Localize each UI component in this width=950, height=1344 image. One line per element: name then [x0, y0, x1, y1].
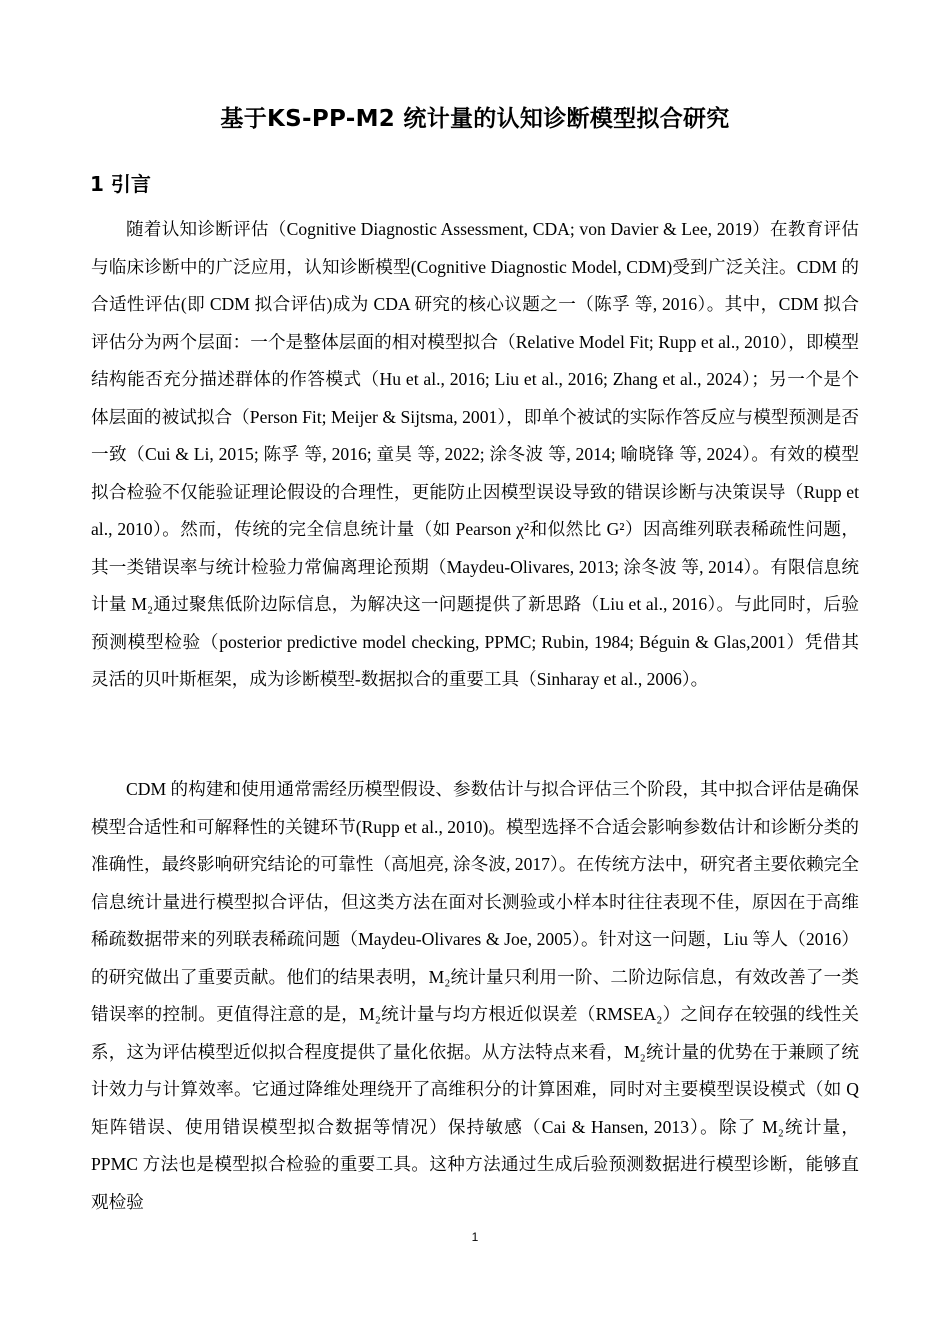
paragraph-text: CDM 的构建和使用通常需经历模型假设、参数估计与拟合评估三个阶段，其中拟合评估是确保模型合适性和可解释性的关键环节(Rupp et al., 2010)。模型选择不合适会影响参数估计和诊断分类的准确性，最终影响研究结论的可靠性（高旭亮, 涂冬波, 2017）。在传统方法中，研究者主要依赖完全信息统计量进行模型拟合评估，但这类方法在面对长测验或小样本时往往表现不佳，原因在于高维稀疏数据带来的列联表稀疏问题（Maydeu-Olivares & Joe, 2005）。针对这一问题，Liu 等人（2016）的研究做出了重要贡献。他们的结果表明，M₂统计量只利用一阶、二阶边际信息，有效改善了一类错误率的控制。更值得注意的是，M₂统计量与均方根近似误差（RMSEA₂）之间存在较强的线性关系，这为评估模型近似拟合程度提供了量化依据。从方法特点来看，M₂统计量的优势在于兼顾了统计效力与计算效率。它通过降维处理绕开了高维积分的计算困难，同时对主要模型误设模式（如 Q 矩阵错误、使用错误模型拟合数据等情况）保持敏感（Cai & Hansen, 2013）。除了 M₂统计量，PPMC 方法也是模型拟合检验的重要工具。这种方法通过生成后验预测数据进行模型诊断，能够直观检验: [91, 779, 859, 1212]
section-heading: 1 引言: [90, 172, 151, 196]
paragraph-text: 随着认知诊断评估（Cognitive Diagnostic Assessment, CDA; von Davier & Lee, 2019）在教育评估与临床诊断中的广泛应用，认知诊断模型(Cognitive Diagnostic Model, CDM)受到广泛关注。CDM 的合适性评估(即 CDM 拟合评估)成为 CDA 研究的核心议题之一（陈孚 等, 2016）。其中，CDM 拟合评估分为两个层面：一个是整体层面的相对模型拟合（Relative Model Fit; Rupp et al., 2010），即模型结构能否充分描述群体的作答模式（Hu et al., 2016; Liu et al., 2016; Zhang et al., 2024）；另一个是个体层面的被试拟合（Person Fit; Meijer & Sijtsma, 2001），即单个被试的实际作答反应与模型预测是否一致（Cui & Li, 2015; 陈孚 等, 2016; 童昊 等, 2022; 涂冬波 等, 2014; 喻晓锋 等, 2024）。有效的模型拟合检验不仅能验证理论假设的合理性，更能防止因模型误设导致的错误诊断与决策误导（Rupp et al., 2010）。然而，传统的完全信息统计量（如 Pearson χ²和似然比 G²）因高维列联表稀疏性问题，其一类错误率与统计检验力常偏离理论预期（Maydeu-Olivares, 2013; 涂冬波 等, 2014）。有限信息统计量 M₂通过聚焦低阶边际信息，为解决这一问题提供了新思路（Liu et al., 2016）。与此同时，后验预测模型检验（posterior predictive model checking, PPMC; Rubin, 1984; Béguin & Glas,2001）凭借其灵活的贝叶斯框架，成为诊断模型-数据拟合的重要工具（Sinharay et al., 2006）。: [91, 219, 859, 689]
page-number: 1: [471, 1230, 479, 1244]
body-paragraph-1: [91, 211, 859, 699]
paper-title: 基于KS-PP-M2 统计量的认知诊断模型拟合研究: [220, 106, 730, 132]
body-paragraph-2: [91, 771, 859, 1221]
